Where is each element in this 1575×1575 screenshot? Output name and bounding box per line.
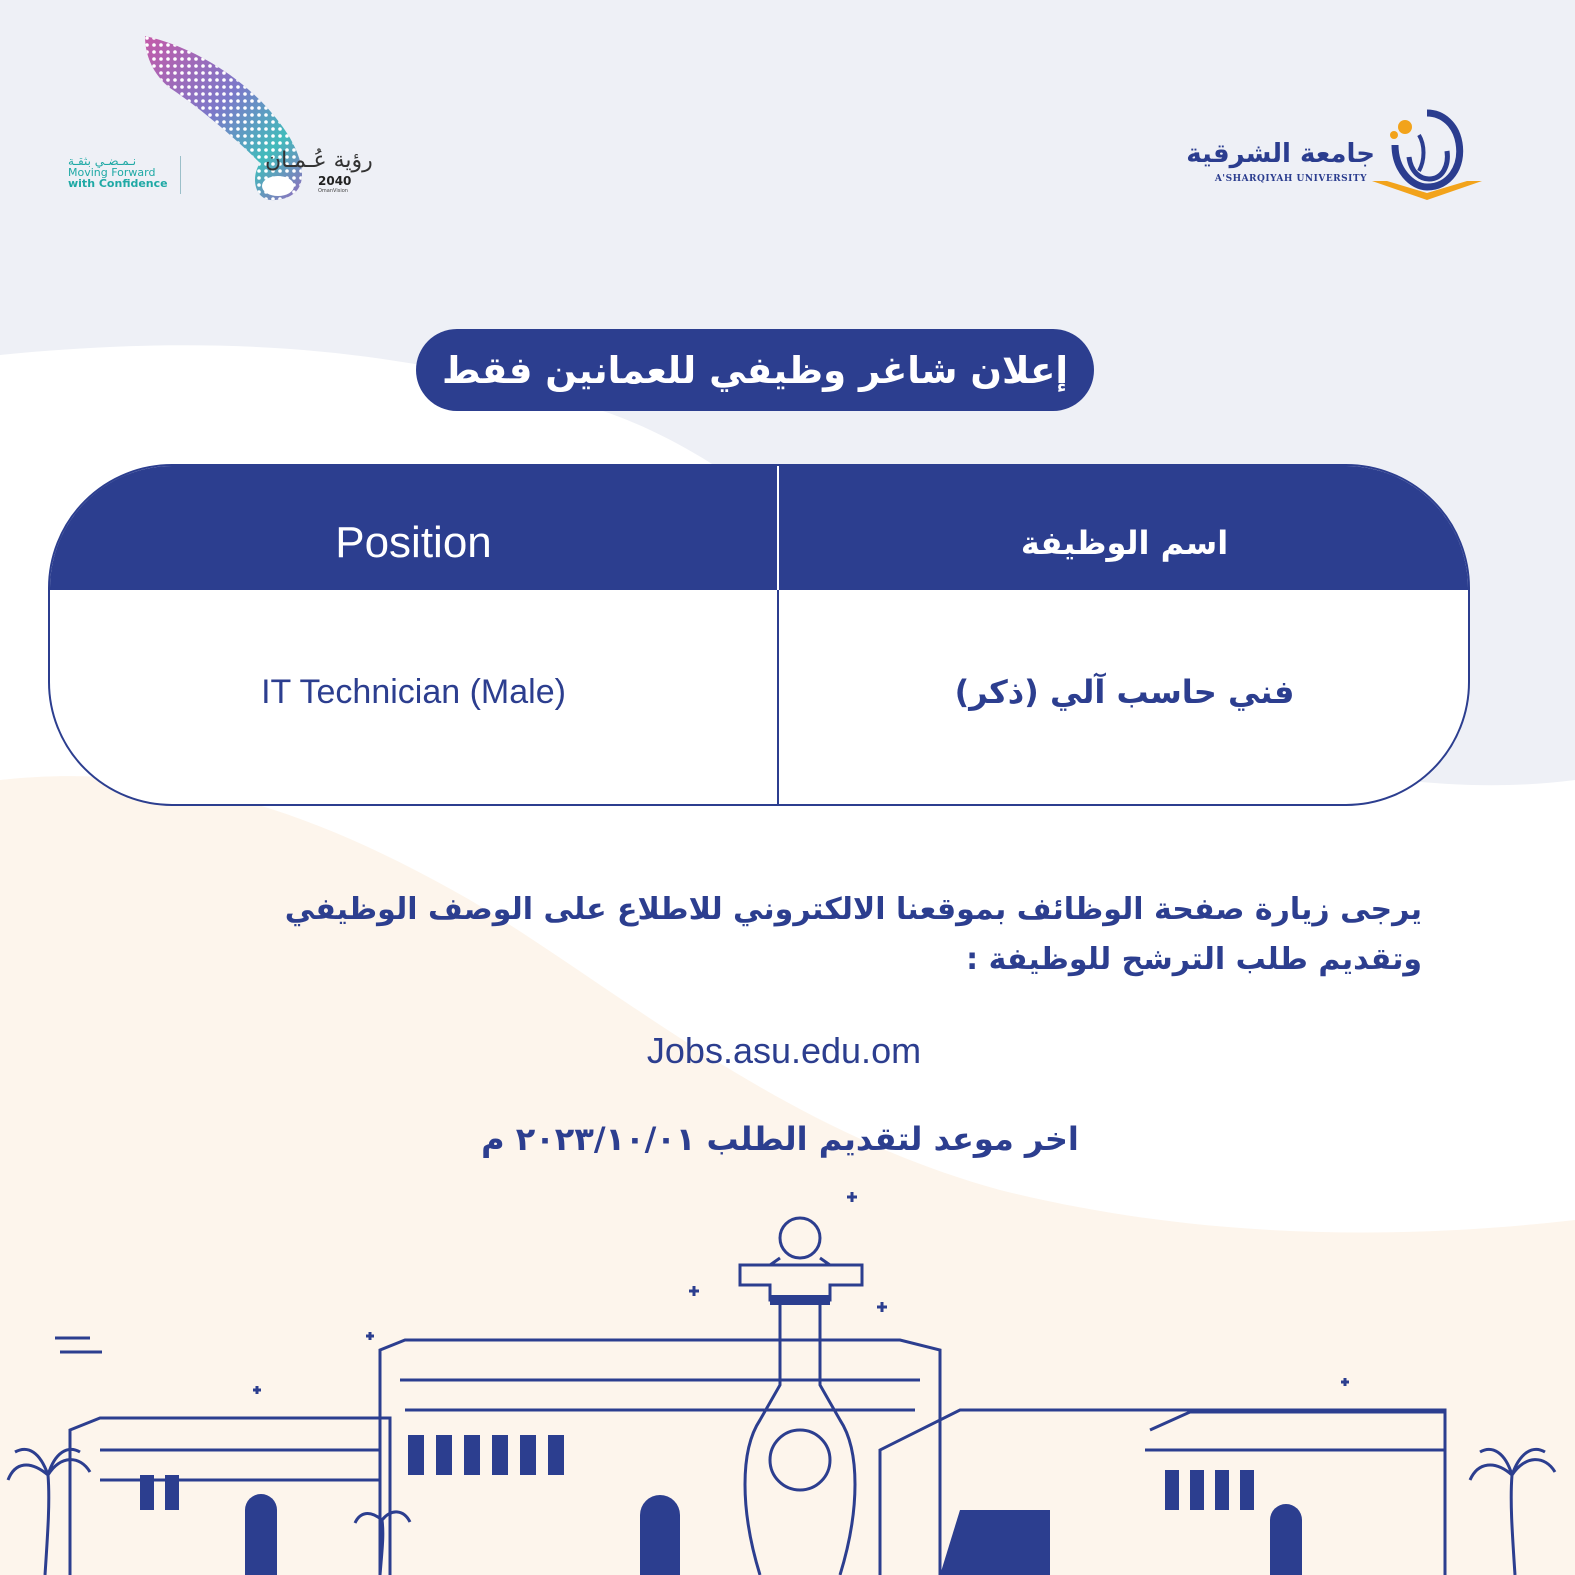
vision-year: 2040 xyxy=(318,174,352,188)
university-emblem-icon xyxy=(1367,105,1487,203)
university-name-en: A'SHARQIYAH UNIVERSITY xyxy=(1214,174,1367,184)
table-header-position-ar: اسم الوظيفة xyxy=(1020,524,1229,562)
table-cell-position-ar: فني حاسب آلي (ذكر) xyxy=(954,673,1295,711)
position-table xyxy=(48,464,1470,806)
table-header-position-en: Position xyxy=(335,518,492,567)
instructions-line-2: وتقديم طلب الترشح للوظيفة : xyxy=(966,942,1422,977)
application-instructions xyxy=(100,885,1422,985)
jobs-website-link[interactable]: Jobs.asu.edu.om xyxy=(646,1030,922,1071)
university-name-ar: جامعة الشرقية xyxy=(1186,139,1375,169)
vision-title-ar: رؤية عُـمـان xyxy=(265,148,373,173)
campus-skyline-illustration xyxy=(0,1190,1575,1575)
vision-tagline-en-2: with Confidence xyxy=(68,177,168,190)
application-deadline: اخر موعد لتقديم الطلب ٢٠٢٣/١٠/٠١ م xyxy=(481,1120,1079,1158)
instructions-line-1: يرجى زيارة صفحة الوظائف بموقعنا الالكتروني للاطلاع على الوصف الوظيفي xyxy=(284,892,1422,927)
oman-vision-logo xyxy=(60,28,400,218)
announcement-title: إعلان شاغر وظيفي للعمانين فقط xyxy=(416,329,1094,411)
vision-tagline-ar: نـمـضـي بثقـة xyxy=(68,154,137,168)
vision-title-en: OmanVision xyxy=(318,188,348,194)
university-logo xyxy=(1186,105,1495,205)
table-cell-position-en: IT Technician (Male) xyxy=(261,672,566,711)
vision-tagline xyxy=(68,156,168,189)
vision-divider xyxy=(180,156,181,194)
vision-tagline-en-1: Moving Forward xyxy=(68,166,156,179)
